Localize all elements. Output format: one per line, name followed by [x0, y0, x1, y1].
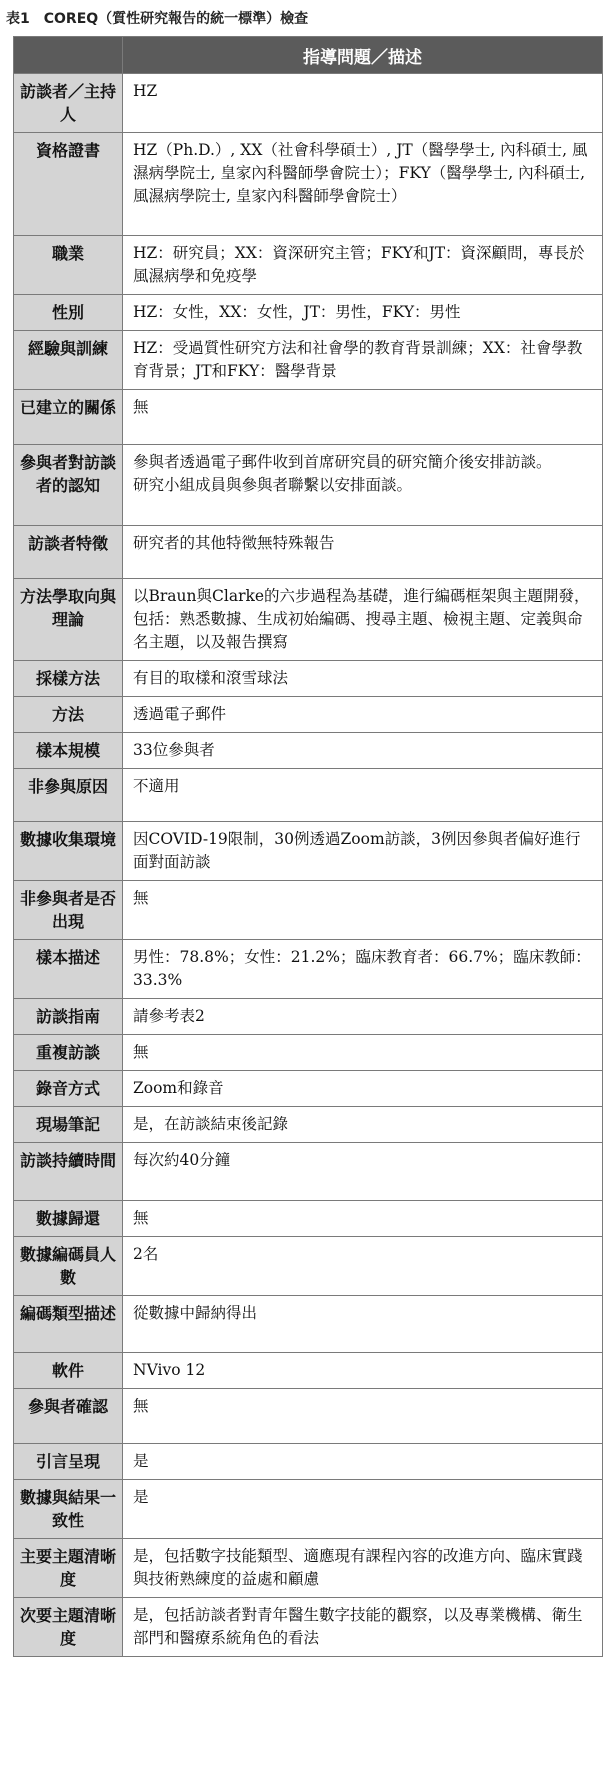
item-label: 採樣方法: [14, 661, 123, 697]
table-row: [14, 940, 603, 999]
item-description: HZ：研究員；XX：資深研究主管；FKY和JT：資深顧問，專長於風濕病學和免疫學: [123, 236, 603, 295]
table-row: [14, 733, 603, 769]
item-label: 數據歸還: [14, 1201, 123, 1237]
table-row: [14, 1107, 603, 1143]
item-label: 軟件: [14, 1353, 123, 1389]
item-description: 每次約40分鐘: [123, 1143, 603, 1201]
item-description: NVivo 12: [123, 1353, 603, 1389]
item-label: 訪談者特徵: [14, 526, 123, 579]
item-label: 資格證書: [14, 133, 123, 236]
table-row: [14, 881, 603, 940]
item-description: 請參考表2: [123, 999, 603, 1035]
item-description: HZ（Ph.D.）, XX（社會科學碩士）, JT（醫學學士, 內科碩士, 風濕病學院士, 皇家內科醫師學會院士）；FKY（醫學學士, 內科碩士, 風濕病學院士, 皇家內科醫師學會院士）: [123, 133, 603, 236]
item-label: 訪談者／主持人: [14, 74, 123, 133]
table-row: [14, 445, 603, 526]
table-row: [14, 999, 603, 1035]
table-caption: 表1 COREQ（質性研究報告的統一標準）檢查: [6, 11, 309, 27]
table-row: [14, 331, 603, 390]
header-guide-cell: 指導問題／描述: [123, 37, 603, 74]
item-description: 透過電子郵件: [123, 697, 603, 733]
item-description: 因COVID-19限制，30例透過Zoom訪談，3例因參與者偏好進行面對面訪談: [123, 822, 603, 881]
item-label: 數據與結果一致性: [14, 1480, 123, 1539]
table-row: [14, 697, 603, 733]
item-label: 職業: [14, 236, 123, 295]
item-description: 2名: [123, 1237, 603, 1296]
item-description: 不適用: [123, 769, 603, 822]
item-label: 方法: [14, 697, 123, 733]
table-row: [14, 74, 603, 133]
item-label: 錄音方式: [14, 1071, 123, 1107]
item-description: HZ：受過質性研究方法和社會學的教育背景訓練；XX：社會學教育背景；JT和FKY：醫學背景: [123, 331, 603, 390]
table-row: [14, 822, 603, 881]
table-row: [14, 1237, 603, 1296]
item-description: 參與者透過電子郵件收到首席研究員的研究簡介後安排訪談。 研究小組成員與參與者聯繫以安排面談。: [123, 445, 603, 526]
item-description: 無: [123, 1201, 603, 1237]
item-label: 樣本規模: [14, 733, 123, 769]
item-description: 33位參與者: [123, 733, 603, 769]
item-label: 參與者確認: [14, 1389, 123, 1444]
item-description: 是: [123, 1444, 603, 1480]
item-label: 非參與原因: [14, 769, 123, 822]
item-description: 研究者的其他特徵無特殊報告: [123, 526, 603, 579]
item-description: 無: [123, 881, 603, 940]
item-label: 引言呈現: [14, 1444, 123, 1480]
item-label: 參與者對訪談者的認知: [14, 445, 123, 526]
table-row: [14, 390, 603, 445]
table-row: [14, 1201, 603, 1237]
table-header-row: [14, 37, 603, 74]
table-row: [14, 1296, 603, 1353]
item-label: 已建立的關係: [14, 390, 123, 445]
item-label: 重複訪談: [14, 1035, 123, 1071]
table-row: [14, 1389, 603, 1444]
item-label: 非參與者是否出現: [14, 881, 123, 940]
table-row: [14, 579, 603, 661]
header-blank-cell: [14, 37, 123, 74]
table-row: [14, 133, 603, 236]
table-row: [14, 1598, 603, 1657]
item-label: 訪談持續時間: [14, 1143, 123, 1201]
table-row: [14, 1353, 603, 1389]
item-label: 樣本描述: [14, 940, 123, 999]
coreq-table: [13, 36, 603, 1657]
table-row: [14, 1143, 603, 1201]
item-label: 編碼類型描述: [14, 1296, 123, 1353]
item-label: 數據收集環境: [14, 822, 123, 881]
item-description: 男性：78.8%；女性：21.2%；臨床教育者：66.7%；臨床教師：33.3%: [123, 940, 603, 999]
item-label: 性別: [14, 295, 123, 331]
item-label: 經驗與訓練: [14, 331, 123, 390]
item-description: 從數據中歸納得出: [123, 1296, 603, 1353]
item-label: 主要主題清晰度: [14, 1539, 123, 1598]
item-label: 現場筆記: [14, 1107, 123, 1143]
item-description: 是: [123, 1480, 603, 1539]
table-row: [14, 1444, 603, 1480]
table-row: [14, 526, 603, 579]
item-label: 數據編碼員人數: [14, 1237, 123, 1296]
item-description: 是，在訪談結束後記錄: [123, 1107, 603, 1143]
item-label: 次要主題清晰度: [14, 1598, 123, 1657]
item-description: 是，包括數字技能類型、適應現有課程內容的改進方向、臨床實踐與技術熟練度的益處和顧慮: [123, 1539, 603, 1598]
item-description: HZ: [123, 74, 603, 133]
item-label: 方法學取向與理論: [14, 579, 123, 661]
item-label: 訪談指南: [14, 999, 123, 1035]
table-row: [14, 661, 603, 697]
table-row: [14, 236, 603, 295]
table-row: [14, 295, 603, 331]
table-row: [14, 1071, 603, 1107]
table-row: [14, 1539, 603, 1598]
table-row: [14, 1035, 603, 1071]
item-description: 無: [123, 1389, 603, 1444]
item-description: 有目的取樣和滾雪球法: [123, 661, 603, 697]
item-description: 是，包括訪談者對青年醫生數字技能的觀察，以及專業機構、衛生部門和醫療系統角色的看法: [123, 1598, 603, 1657]
item-description: 無: [123, 390, 603, 445]
item-description: HZ：女性，XX：女性，JT：男性，FKY：男性: [123, 295, 603, 331]
table-row: [14, 1480, 603, 1539]
item-description: Zoom和錄音: [123, 1071, 603, 1107]
table-row: [14, 769, 603, 822]
item-description: 以Braun與Clarke的六步過程為基礎，進行編碼框架與主題開發，包括：熟悉數據、生成初始編碼、搜尋主題、檢視主題、定義與命名主題，以及報告撰寫: [123, 579, 603, 661]
item-description: 無: [123, 1035, 603, 1071]
